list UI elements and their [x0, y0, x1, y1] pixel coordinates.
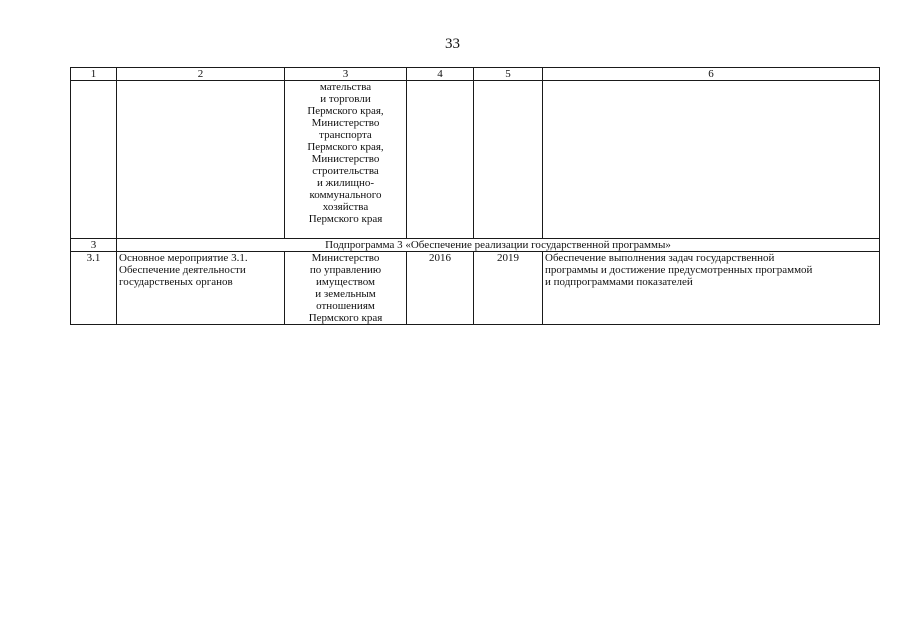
executor-line: мательства	[319, 81, 372, 93]
executor-line: и жилищно-	[316, 177, 375, 189]
cell-measure-name	[117, 81, 285, 239]
table-row-continuation	[71, 81, 880, 239]
measure-executor-line: отношениям	[316, 300, 375, 312]
measure-executor	[285, 252, 407, 325]
measure-result	[543, 252, 880, 325]
cell-number	[71, 81, 117, 239]
measure-executor-line: Пермского края	[308, 312, 383, 324]
measure-start-year: 2016	[407, 252, 474, 325]
executor-line: и торговли	[320, 93, 371, 105]
header-col-2: 2	[117, 68, 285, 81]
measure-number: 3.1	[71, 252, 117, 325]
cell-end-year	[474, 81, 543, 239]
executor-line: Пермского края,	[307, 105, 384, 117]
measure-executor-line: и земельным	[315, 288, 376, 300]
executor-line: Министерство	[311, 153, 380, 165]
header-col-4: 4	[407, 68, 474, 81]
header-col-1: 1	[71, 68, 117, 81]
header-col-5: 5	[474, 68, 543, 81]
measure-executor-line: по управлению	[309, 264, 382, 276]
executor-line: Министерство	[311, 117, 380, 129]
cell-executor	[285, 81, 407, 239]
table-header-row	[71, 68, 880, 81]
cell-start-year	[407, 81, 474, 239]
table-row-subprogram	[71, 239, 880, 252]
subprogram-number: 3	[71, 239, 117, 252]
header-col-6: 6	[543, 68, 880, 81]
measure-executor-line: имуществом	[315, 276, 376, 288]
measure-end-year: 2019	[474, 252, 543, 325]
table-row-measure	[71, 252, 880, 325]
executor-line: Пермского края	[308, 213, 383, 225]
measure-result-line: программы и достижение предусмотренных программой	[545, 264, 813, 276]
measure-name-line: государственых органов	[119, 276, 233, 288]
executor-line: хозяйства	[322, 201, 369, 213]
measures-table	[70, 67, 880, 325]
measure-result-line: Обеспечение выполнения задач государственной	[545, 252, 775, 264]
header-col-3: 3	[285, 68, 407, 81]
executor-line: коммунального	[309, 189, 382, 201]
measure-name-line: Основное мероприятие 3.1.	[119, 252, 248, 264]
measure-name-line: Обеспечение деятельности	[119, 264, 246, 276]
cell-result	[543, 81, 880, 239]
measure-executor-line: Министерство	[311, 252, 380, 264]
executor-line: строительства	[312, 165, 379, 177]
subprogram-title: Подпрограмма 3 «Обеспечение реализации государственной программы»	[117, 239, 880, 252]
executor-line: Пермского края,	[307, 141, 384, 153]
measure-result-line: и подпрограммами показателей	[545, 276, 693, 288]
page-number: 33	[445, 36, 460, 52]
measure-name	[117, 252, 285, 325]
executor-line: транспорта	[319, 129, 372, 141]
